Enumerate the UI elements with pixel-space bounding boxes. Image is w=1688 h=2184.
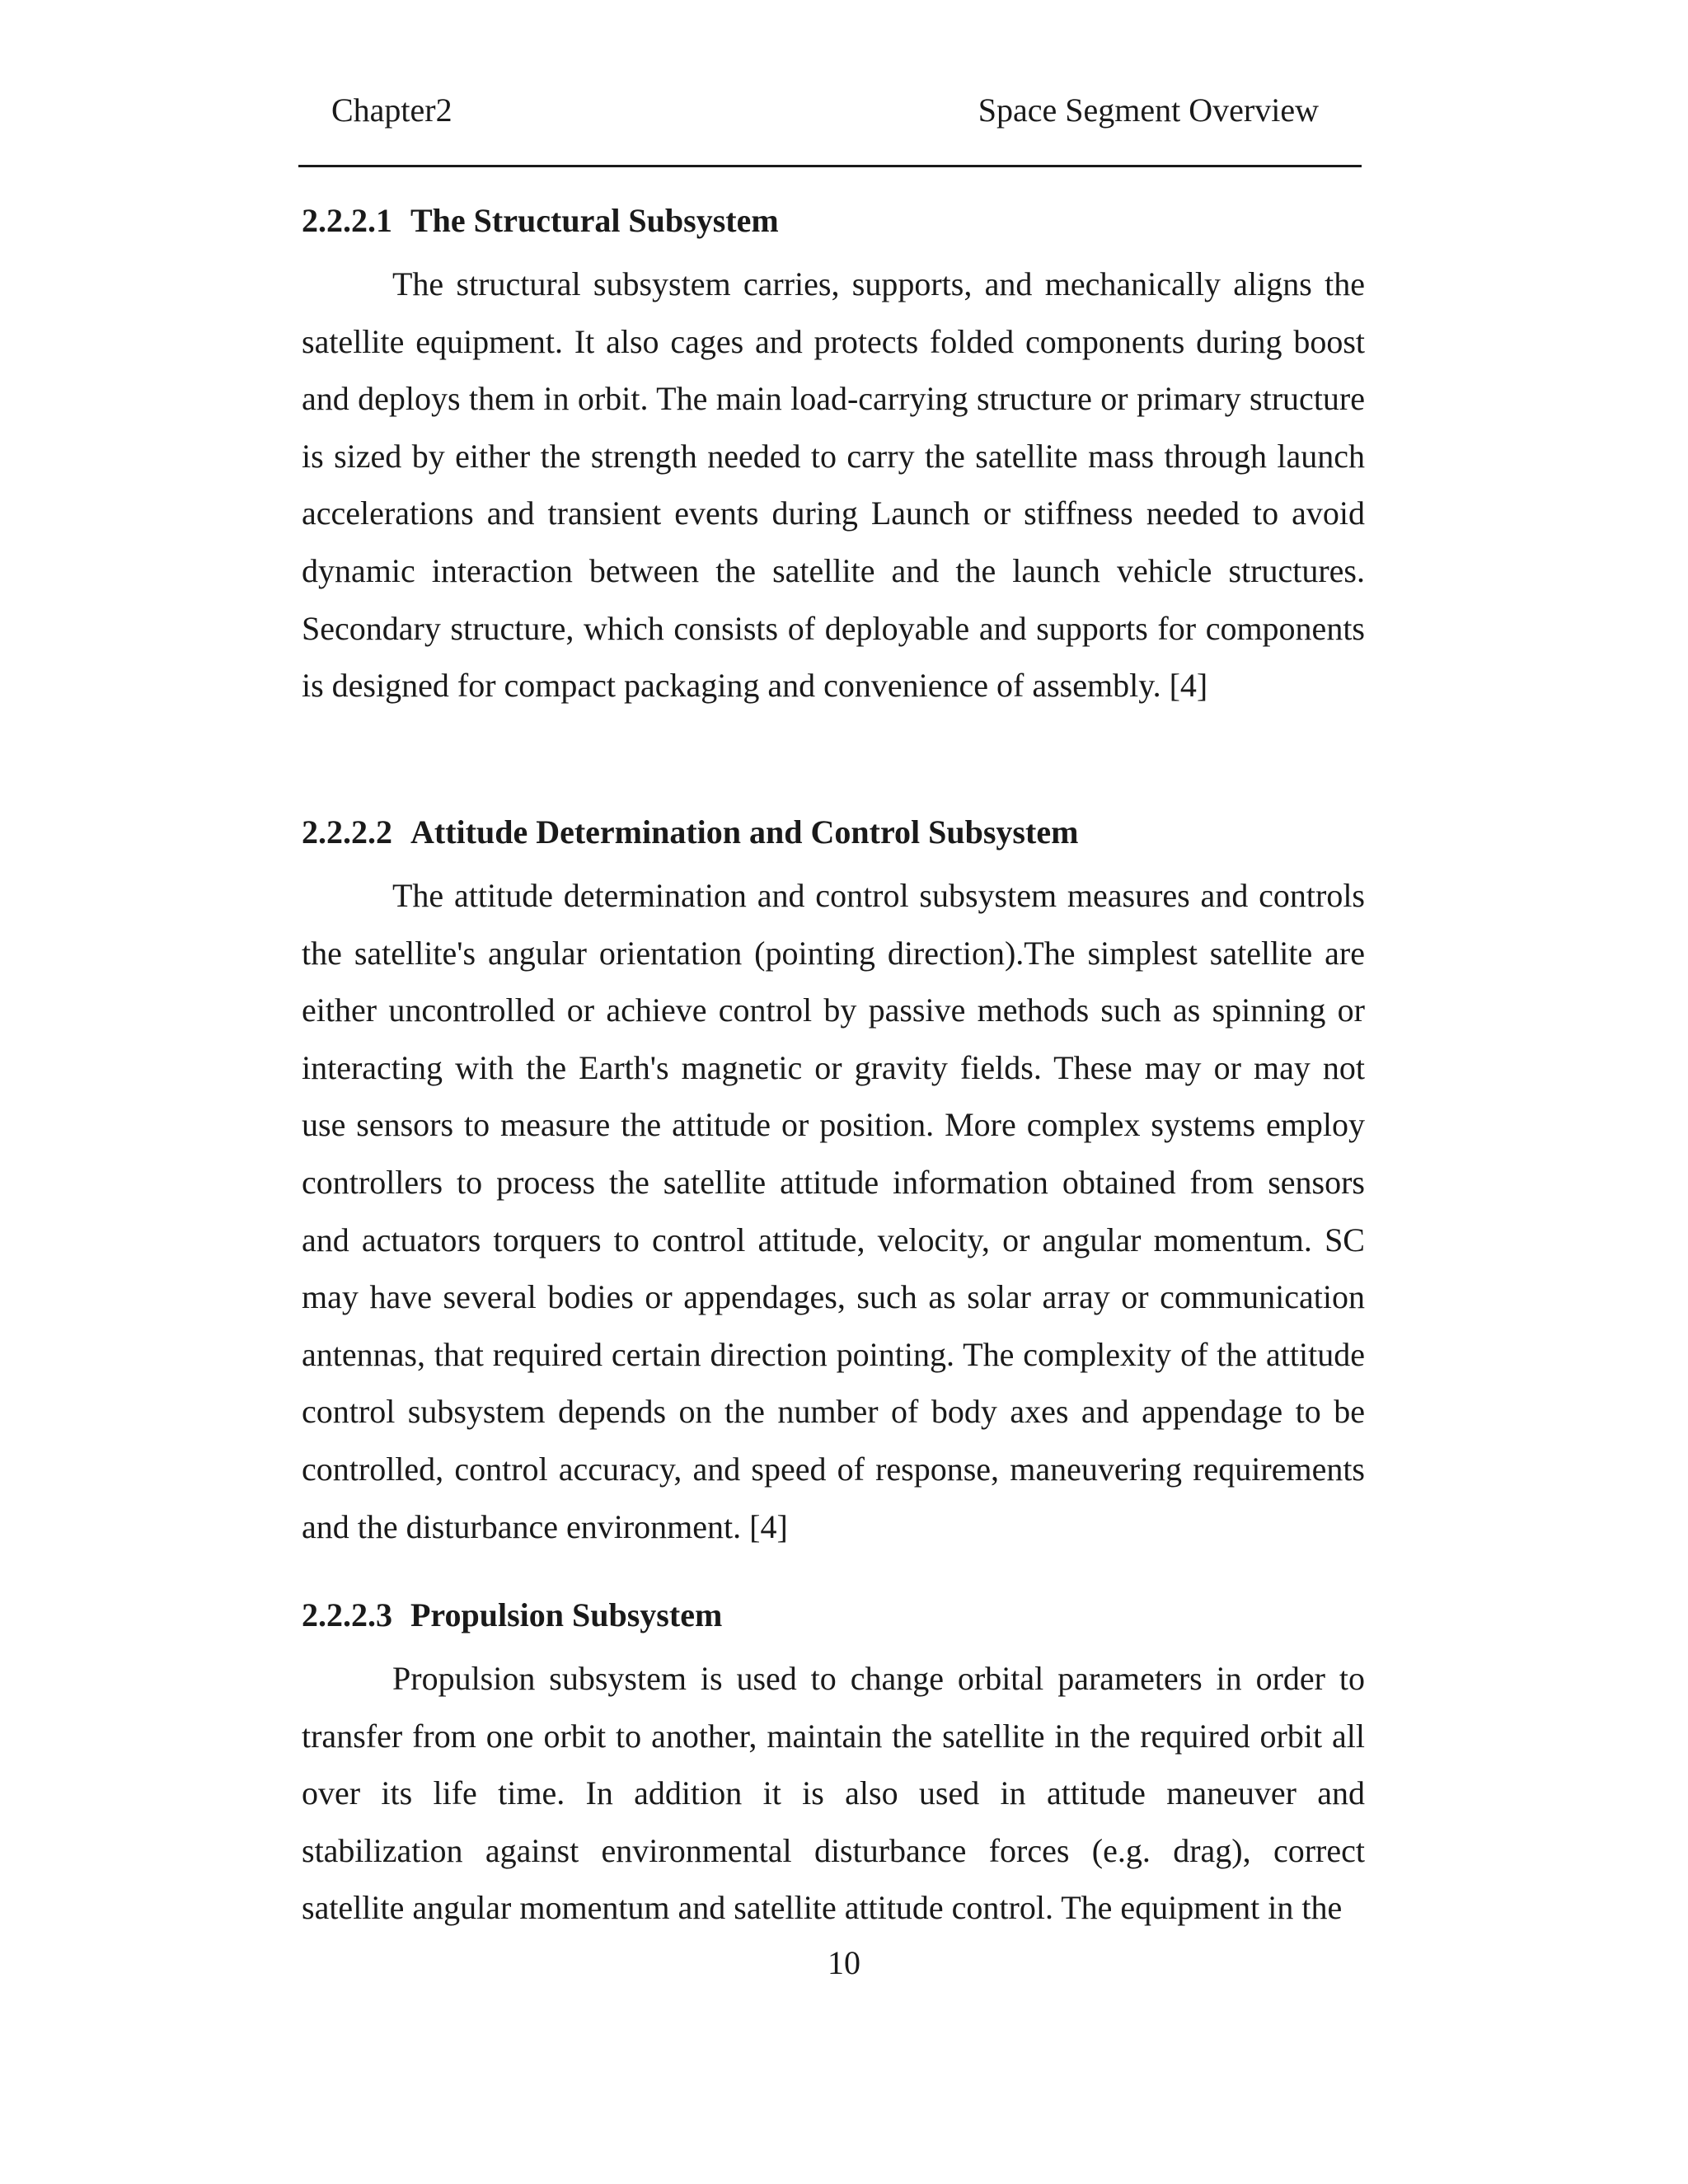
section-number: 2.2.2.2 — [302, 813, 392, 851]
section-heading — [302, 1592, 1365, 1638]
page-number: 10 — [828, 1944, 860, 1981]
section-structural-subsystem — [302, 198, 1365, 715]
section-paragraph: The structural subsystem carries, supports, and mechanically aligns the satellite equipment. It also cages and protects folded components during boost and deploys them in orbit. The main load-carrying structure or primary structure is sized by either the strength needed to carry the satellite mass through launch accelerations and transient events during Launch or stiffness needed to avoid dynamic interaction between the satellite and the launch vehicle structures. Secondary structure, which consists of deployable and supports for components is designed for compact packaging and convenience of assembly. [4] — [302, 265, 1365, 705]
section-paragraph: The attitude determination and control subsystem measures and controls the satellite's angular orientation (pointing direction).The simplest satellite are either uncontrolled or achieve control by passive methods such as spinning or interacting with the Earth's magnetic or gravity fields. These may or may not use sensors to measure the attitude or position. More complex systems employ controllers to process the satellite attitude information obtained from sensors and actuators torquers to control attitude, velocity, or angular momentum. SC may have several bodies or appendages, such as solar array or communication antennas, that required certain direction pointing. The complexity of the attitude control subsystem depends on the number of body axes and appendage to be controlled, control accuracy, and speed of response, maneuvering requirements and the disturbance environment. [4] — [302, 877, 1365, 1545]
section-number: 2.2.2.1 — [302, 202, 392, 239]
section-propulsion-subsystem — [302, 1592, 1365, 1937]
section-heading — [302, 809, 1365, 855]
section-paragraph: Propulsion subsystem is used to change orbital parameters in order to transfer from one orbit to another, maintain the satellite in the required orbit all over its life time. In addition it is also used in attitude maneuver and stabilization against environmental disturbance forces (e.g. drag), correct satellite angular momentum and satellite attitude control. The equipment in the — [302, 1660, 1365, 1927]
section-heading — [302, 198, 1365, 244]
section-title: The Structural Subsystem — [410, 202, 779, 239]
section-attitude-control-subsystem — [302, 809, 1365, 1555]
chapter-label: Chapter2 — [331, 91, 452, 129]
header-title: Space Segment Overview — [978, 91, 1319, 129]
section-title: Attitude Determination and Control Subsystem — [410, 813, 1079, 851]
running-header — [298, 82, 1362, 167]
section-number: 2.2.2.3 — [302, 1596, 392, 1633]
section-title: Propulsion Subsystem — [410, 1596, 723, 1633]
